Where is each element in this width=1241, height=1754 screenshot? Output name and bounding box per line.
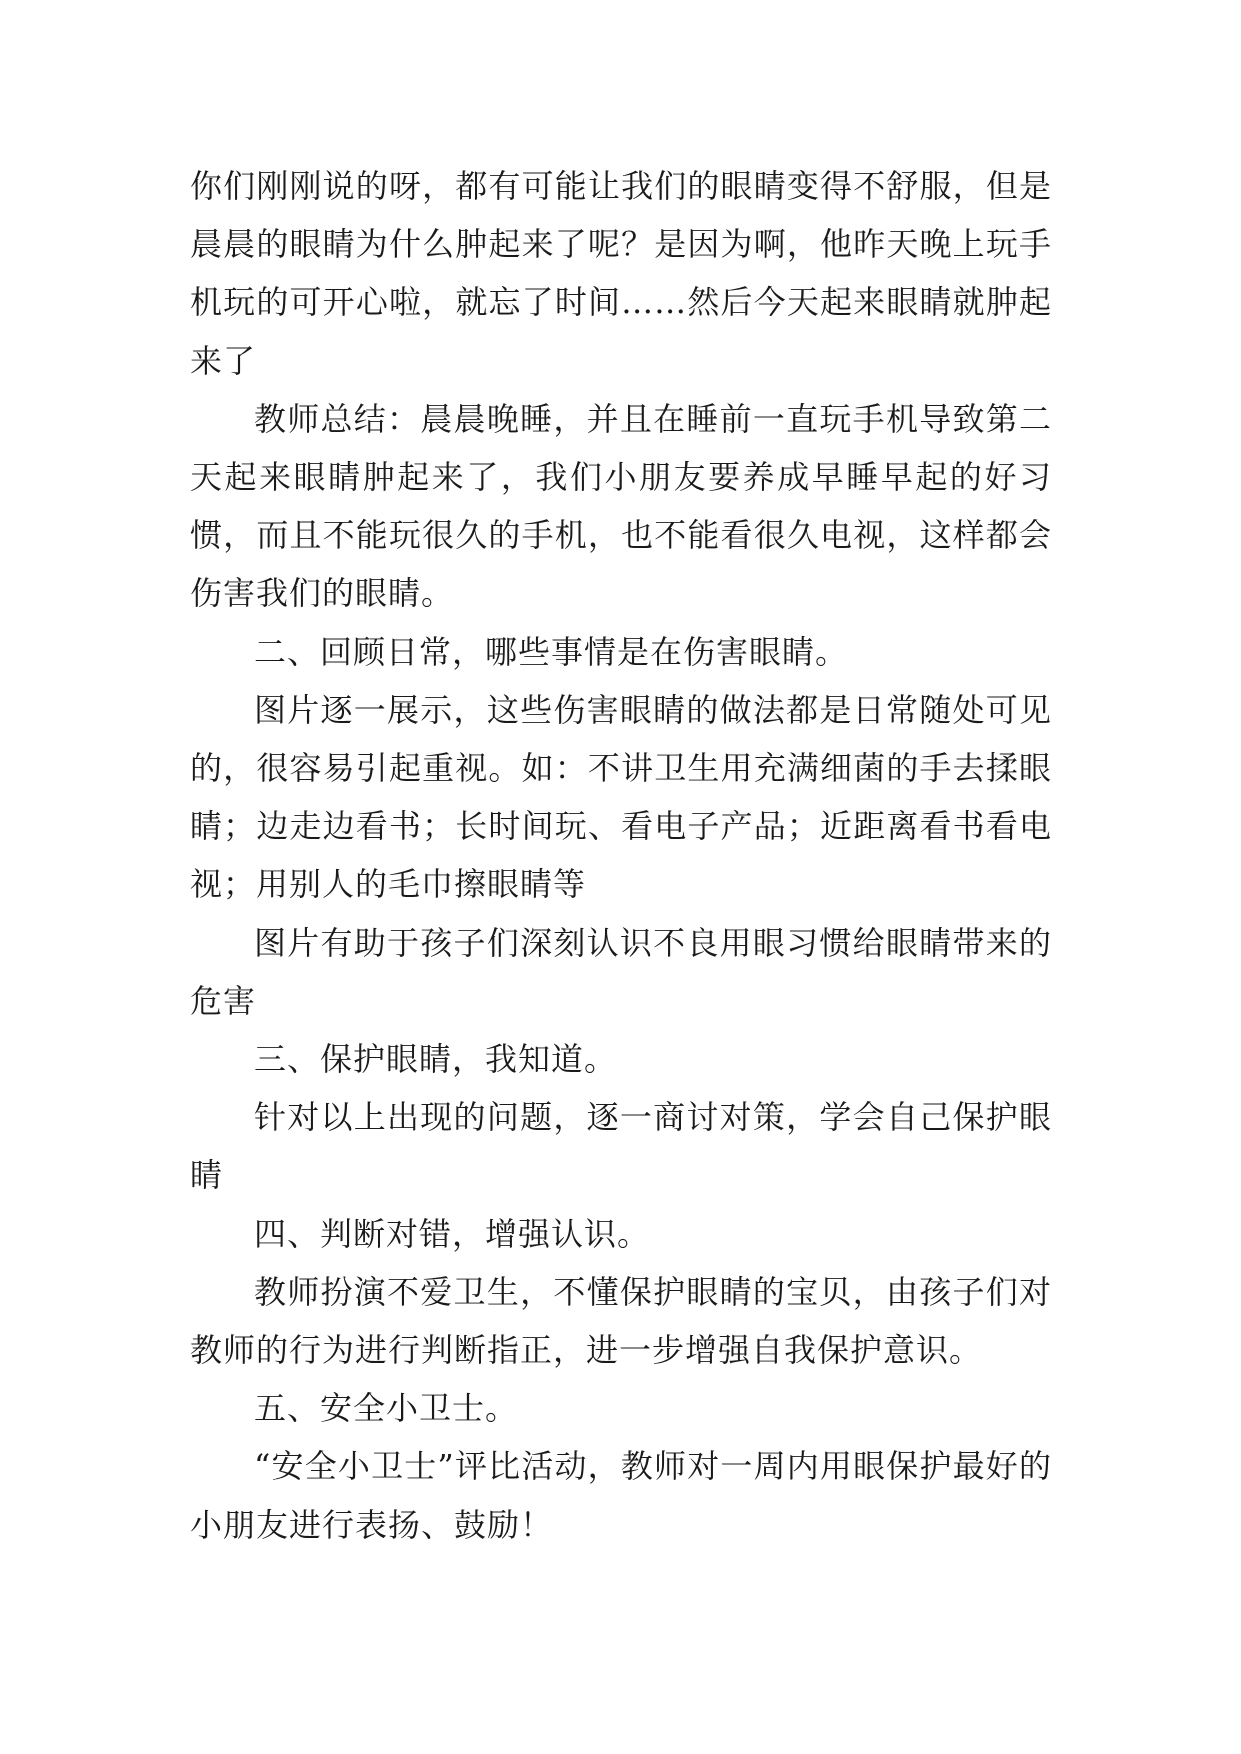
paragraph-3: 图片逐一展示，这些伤害眼睛的做法都是日常随处可见的，很容易引起重视。如：不讲卫生用充满细菌的手去揉眼睛；边走边看书；长时间玩、看电子产品；近距离看书看电视；用别人的毛巾擦眼睛等: [190, 690, 1052, 904]
paragraph-4: 图片有助于孩子们深刻认识不良用眼习惯给眼睛带来的危害: [190, 923, 1052, 1020]
paragraph-5: 针对以上出现的问题，逐一商讨对策，学会自己保护眼睛: [190, 1098, 1052, 1195]
body-text: [190, 157, 1052, 1554]
paragraph-6: 教师扮演不爱卫生，不懂保护眼睛的宝贝，由孩子们对教师的行为进行判断指正，进一步增强自我保护意识。: [190, 1272, 1052, 1370]
section-heading-4: 四、判断对错，增强认识。: [254, 1214, 651, 1253]
section-heading-5: 五、安全小卫士。: [254, 1389, 519, 1428]
paragraph-1: 你们刚刚说的呀，都有可能让我们的眼睛变得不舒服，但是晨晨的眼睛为什么肿起来了呢？是因为啊，他昨天晚上玩手机玩的可开心啦，就忘了时间……然后今天起来眼睛就肿起来了: [190, 167, 1052, 380]
paragraph-2: 教师总结：晨晨晚睡，并且在睡前一直玩手机导致第二天起来眼睛肿起来了，我们小朋友要养成早睡早起的好习惯，而且不能玩很久的手机，也不能看很久电视，这样都会伤害我们的眼睛。: [190, 399, 1052, 613]
paragraph-7: “安全小卫士”评比活动，教师对一周内用眼保护最好的小朋友进行表扬、鼓励！: [190, 1447, 1052, 1544]
section-heading-2: 二、回顾日常，哪些事情是在伤害眼睛。: [254, 632, 849, 671]
section-heading-3: 三、保护眼睛，我知道。: [254, 1040, 618, 1079]
